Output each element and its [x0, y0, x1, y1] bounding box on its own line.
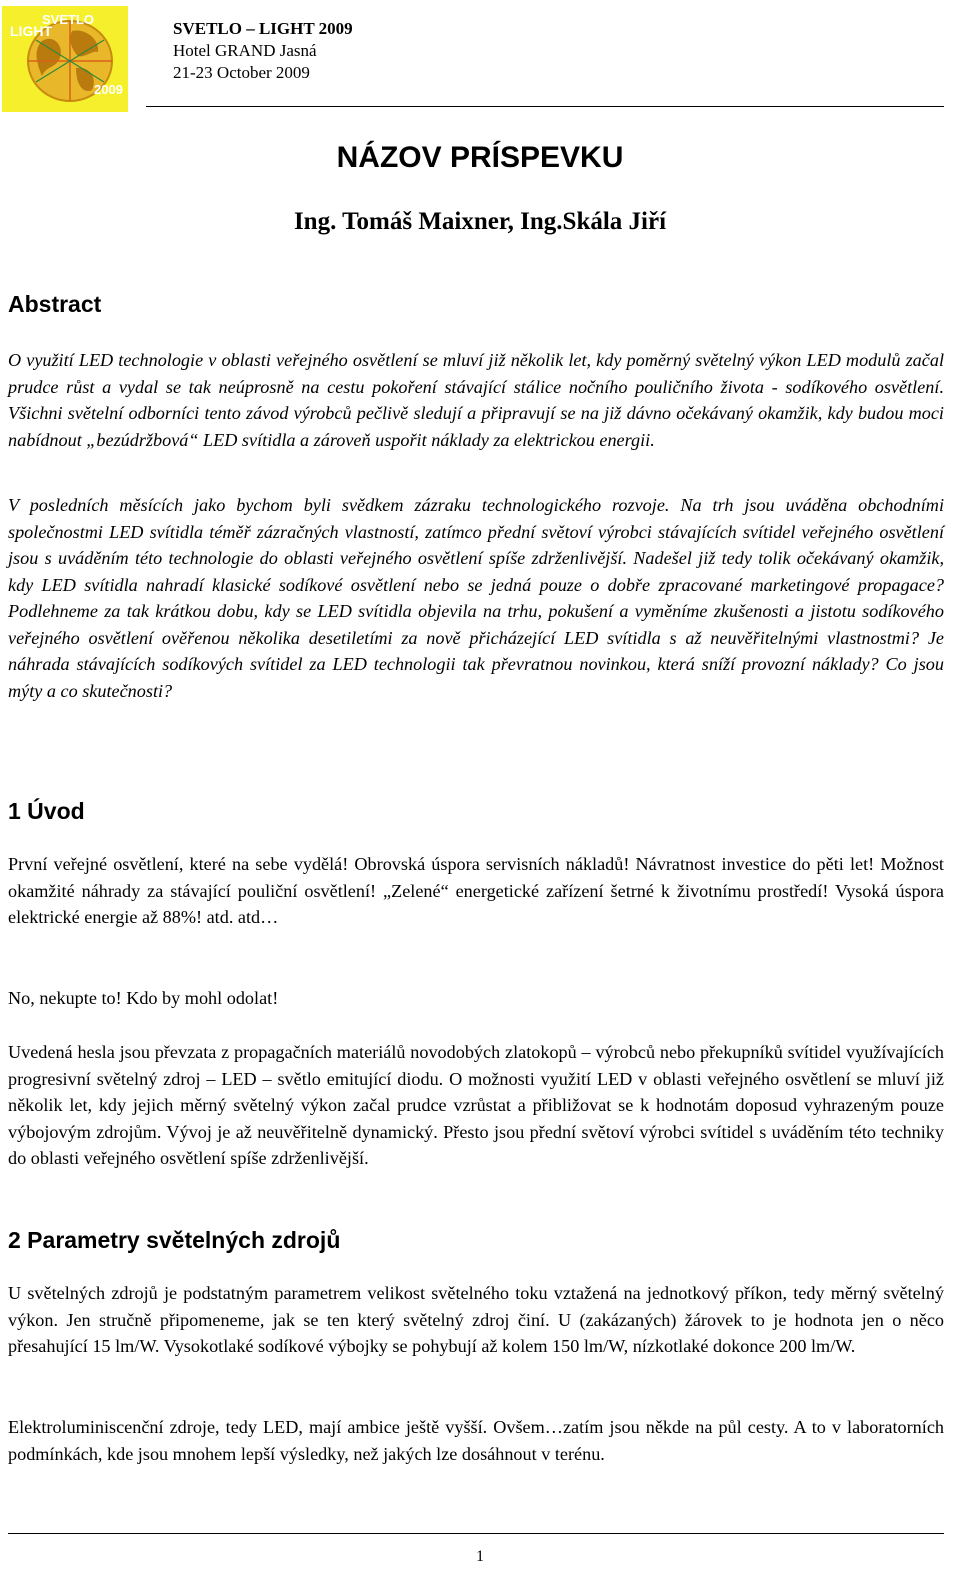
conference-dates: 21-23 October 2009: [173, 63, 310, 82]
header-divider: [146, 106, 944, 107]
section-1-paragraph-2: No, nekupte to! Kdo by mohl odolat!: [8, 988, 279, 1008]
abstract-paragraph-2: V posledních měsících jako bychom byli svědkem zázraku technologického rozvoje. Na trh jsou uváděna obchodními společnostmi LED svítidla téměř zázračných vlastností, zatímco přední světoví výrobci stávajících svítidel veřejného osvětlení jsou s uváděním této technologie do oblasti veřejného osvětlení spíše zdrženlivější. Nadešel již tedy tolik očekávaný okamžik, kdy LED svítidla nahradí klasické sodíkové osvětlení nebo se jedná pouze o dobře zpracované marketingové propagace? Podlehneme za tak krátkou dobu, kdy se LED svítidla objevila na trhu, pokušení a vyměníme zkušenosti a jistotu sodíkového veřejného osvětlení ověřenou několika desetiletími za nově přicházející LED svítidla s až neuvěřitelnými vlastnostmi? Je náhrada stávajících sodíkových svítidel za LED technologii tak převratnou novinkou, která sníží provozní náklady? Co jsou mýty a co skutečnosti?: [8, 495, 944, 701]
abstract-paragraph-1: O využití LED technologie v oblasti veřejného osvětlení se mluví již několik let, kdy poměrný světelný výkon LED modulů začal prudce růst a vydal se tak neúprosně na cestu pokoření stávající stálice nočního pouličního života - sodíkového osvětlení. Všichni světelní odborníci tento závod výrobců pečlivě sledují a připravují se na již dávno očekávaný okamžik, kdy budou moci nabídnout „bezúdržbová“ LED svítidla a zároveň uspořit náklady za elektrickou energii.: [8, 350, 944, 450]
section-2-paragraph-1: U světelných zdrojů je podstatným parametrem velikost světelného toku vztažená na jednotkový příkon, tedy měrný světelný výkon. Jen stručně připomeneme, jak se ten který světelný zdroj činí. U (zakázaných) žárovek to je hodnota jen o něco přesahující 15 lm/W. Vysokotlaké sodíkové výbojky se pohybují až kolem 150 lm/W, nízkotlaké dokonce 200 lm/W.: [8, 1283, 944, 1356]
section-1-paragraph-1: První veřejné osvětlení, které na sebe vydělá! Obrovská úspora servisních nákladů! Návratnost investice do pěti let! Možnost okamžité náhrady za stávající pouliční osvětlení! „Zelené“ energetické zařízení šetrné k životnímu prostředí! Vysoká úspora elektrické energie až 88%! atd. atd…: [8, 854, 944, 927]
svg-text:2009: 2009: [94, 82, 123, 97]
paper-title: NÁZOV PRÍSPEVKU: [336, 141, 624, 174]
svetlo-light-2009-logo: [2, 6, 128, 112]
page-number: 1: [476, 1548, 484, 1565]
section-2-heading: 2 Parametry světelných zdrojů: [8, 1227, 341, 1253]
svg-text:LIGHT: LIGHT: [10, 23, 52, 39]
abstract-heading: Abstract: [8, 291, 102, 317]
footer-divider: [8, 1533, 944, 1534]
section-2-paragraph-2: Elektroluminiscenční zdroje, tedy LED, mají ambice ještě vyšší. Ovšem…zatím jsou někde na půl cesty. A to v laboratorních podmínkách, kde jsou mnohem lepší výsledky, než jakých lze dosáhnout v terénu.: [8, 1417, 944, 1464]
svg-text:SVETLO: SVETLO: [42, 12, 95, 27]
section-1-heading: 1 Úvod: [8, 798, 85, 824]
globe-icon: [2, 6, 128, 112]
conference-info: [173, 18, 353, 84]
conference-title: SVETLO – LIGHT 2009: [173, 19, 353, 38]
paper-authors: Ing. Tomáš Maixner, Ing.Skála Jiří: [293, 208, 667, 235]
conference-venue: Hotel GRAND Jasná: [173, 41, 317, 60]
section-1-paragraph-3: Uvedená hesla jsou převzata z propagačních materiálů novodobých zlatokopů – výrobců nebo překupníků svítidel využívajících progresivní světelný zdroj – LED – světlo emitující diodu. O možnosti využití LED v oblasti veřejného osvětlení se mluví již několik let, kdy jejich měrný světelný výkon začal prudce vzrůstat a přibližovat se k hodnotám doposud vyhrazeným pouze výbojovým zdrojům. Vývoj je až neuvěřitelně dynamický. Přesto jsou přední světoví výrobci svítidel s uváděním této techniky do oblasti veřejného osvětlení spíše zdrženlivější.: [8, 1042, 944, 1168]
